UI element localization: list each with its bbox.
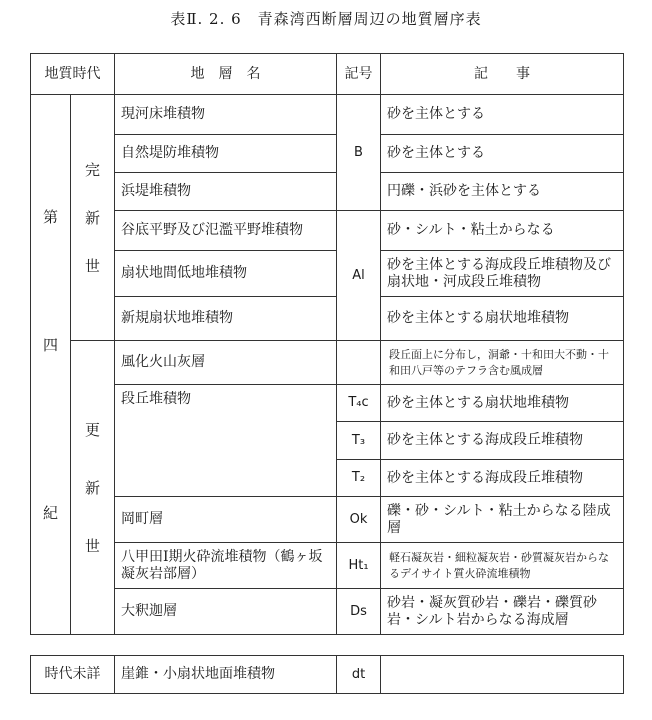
formation-name: 大釈迦層 bbox=[115, 589, 337, 635]
formation-name: 八甲田Ⅰ期火砕流堆積物（鶴ヶ坂凝灰岩部層） bbox=[115, 543, 337, 589]
footer-symbol: dt bbox=[337, 656, 381, 694]
epoch-pleistocene: 更 新 世 bbox=[71, 341, 115, 635]
formation-desc: 砂を主体とする bbox=[381, 135, 624, 173]
formation-symbol: Al bbox=[337, 211, 381, 341]
table-title: 表Ⅱ. 2. 6 青森湾西断層周辺の地質層序表 bbox=[170, 10, 482, 28]
formation-name: 浜堤堆積物 bbox=[115, 173, 337, 211]
formation-name: 風化火山灰層 bbox=[115, 341, 337, 385]
formation-desc: 円礫・浜砂を主体とする bbox=[381, 173, 624, 211]
table-row bbox=[31, 173, 624, 211]
table-row bbox=[31, 211, 624, 251]
formation-symbol: T₃ bbox=[337, 422, 381, 460]
stratigraphy-table bbox=[30, 53, 624, 635]
formation-desc: 砂を主体とする海成段丘堆積物 bbox=[381, 422, 624, 460]
table-row bbox=[31, 385, 624, 422]
table-row bbox=[31, 341, 624, 385]
table-row bbox=[31, 95, 624, 135]
table-row bbox=[31, 589, 624, 635]
formation-desc: 砂を主体とする海成段丘堆積物 bbox=[381, 460, 624, 497]
formation-name: 自然堤防堆積物 bbox=[115, 135, 337, 173]
formation-desc: 軽石凝灰岩・細粒凝灰岩・砂質凝灰岩からなるデイサイト質火砕流堆積物 bbox=[381, 543, 624, 589]
header-description: 記 事 bbox=[381, 54, 624, 95]
formation-desc: 砂を主体とする扇状地堆積物 bbox=[381, 385, 624, 422]
formation-symbol: Ds bbox=[337, 589, 381, 635]
formation-name: 現河床堆積物 bbox=[115, 95, 337, 135]
formation-symbol: T₂ bbox=[337, 460, 381, 497]
header-formation: 地 層 名 bbox=[115, 54, 337, 95]
formation-desc: 砂岩・凝灰質砂岩・礫岩・礫質砂岩・シルト岩からなる海成層 bbox=[381, 589, 624, 635]
formation-desc: 砂・シルト・粘土からなる bbox=[381, 211, 624, 251]
formation-name: 扇状地間低地堆積物 bbox=[115, 251, 337, 297]
header-row bbox=[31, 54, 624, 95]
formation-name: 岡町層 bbox=[115, 497, 337, 543]
footer-desc bbox=[381, 656, 624, 694]
header-symbol: 記号 bbox=[337, 54, 381, 95]
period-quaternary: 第 四 紀 bbox=[31, 95, 71, 635]
header-era: 地質時代 bbox=[31, 54, 115, 95]
formation-desc: 砂を主体とする bbox=[381, 95, 624, 135]
formation-name: 谷底平野及び氾濫平野堆積物 bbox=[115, 211, 337, 251]
epoch-holocene: 完 新 世 bbox=[71, 95, 115, 341]
formation-symbol bbox=[337, 341, 381, 385]
formation-symbol: Ht₁ bbox=[337, 543, 381, 589]
formation-desc: 礫・砂・シルト・粘土からなる陸成層 bbox=[381, 497, 624, 543]
table-row bbox=[31, 543, 624, 589]
footer-table bbox=[30, 655, 624, 694]
formation-name: 段丘堆積物 bbox=[115, 385, 337, 497]
footer-row bbox=[31, 656, 624, 694]
footer-formation-name: 崖錐・小扇状地面堆積物 bbox=[115, 656, 337, 694]
formation-symbol: Ok bbox=[337, 497, 381, 543]
table-row bbox=[31, 297, 624, 341]
formation-symbol: T₄c bbox=[337, 385, 381, 422]
formation-desc: 砂を主体とする扇状地堆積物 bbox=[381, 297, 624, 341]
formation-desc: 段丘面上に分布し，洞爺・十和田大不動・十和田八戸等のテフラ含む風成層 bbox=[381, 341, 624, 385]
table-row bbox=[31, 497, 624, 543]
table-row bbox=[31, 251, 624, 297]
formation-symbol: B bbox=[337, 95, 381, 211]
table-row bbox=[31, 135, 624, 173]
formation-name: 新規扇状地堆積物 bbox=[115, 297, 337, 341]
footer-era: 時代未詳 bbox=[31, 656, 115, 694]
formation-desc: 砂を主体とする海成段丘堆積物及び扇状地・河成段丘堆積物 bbox=[381, 251, 624, 297]
